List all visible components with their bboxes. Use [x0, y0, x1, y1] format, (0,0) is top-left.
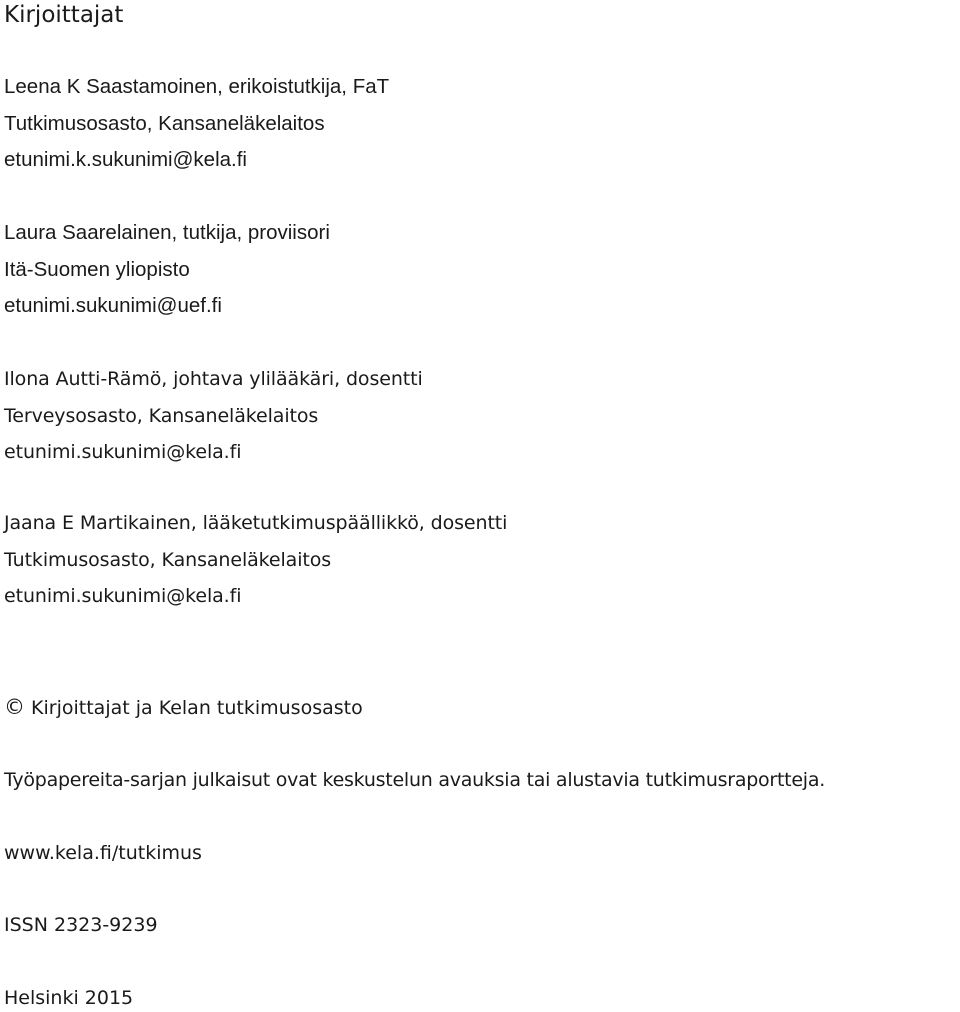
author-entry-saarelainen [4, 215, 330, 325]
author-affiliation: Tutkimusosasto, Kansaneläkelaitos [4, 548, 332, 571]
author-affiliation: Terveysosasto, Kansaneläkelaitos [4, 404, 319, 427]
author-entry-autti-ramo [4, 361, 423, 471]
author-name-title: Jaana E Martikainen, lääketutkimuspäällikkö, dosentti [4, 512, 508, 534]
author-email: etunimi.k.sukunimi@kela.fi [4, 148, 247, 171]
author-email: etunimi.sukunimi@kela.fi [4, 441, 242, 463]
copyright-text: Kirjoittajat ja Kelan tutkimusosasto [31, 697, 363, 719]
author-email: etunimi.sukunimi@kela.fi [4, 585, 242, 607]
place-year: Helsinki 2015 [4, 987, 134, 1009]
author-entry-martikainen [4, 505, 507, 615]
author-name-title: Laura Saarelainen, tutkija, proviisori [4, 221, 330, 244]
copyright-icon: © [4, 695, 25, 719]
series-note: Työpapereita-sarjan julkaisut ovat keskustelun avauksia tai alustavia tutkimusraportteja. [4, 769, 826, 791]
authors-heading: Kirjoittajat [4, 2, 124, 28]
author-affiliation: Itä-Suomen yliopisto [4, 257, 190, 281]
website-url: www.kela.fi/tutkimus [4, 842, 202, 864]
author-name-title: Ilona Autti-Rämö, johtava ylilääkäri, dosentti [4, 368, 423, 390]
copyright-line [4, 693, 363, 722]
author-name-title: Leena K Saastamoinen, erikoistutkija, FaT [4, 75, 390, 98]
issn-number: ISSN 2323-9239 [4, 914, 158, 936]
author-email: etunimi.sukunimi@uef.fi [4, 294, 222, 317]
author-entry-saastamoinen [4, 69, 389, 179]
author-affiliation: Tutkimusosasto, Kansaneläkelaitos [4, 111, 325, 135]
